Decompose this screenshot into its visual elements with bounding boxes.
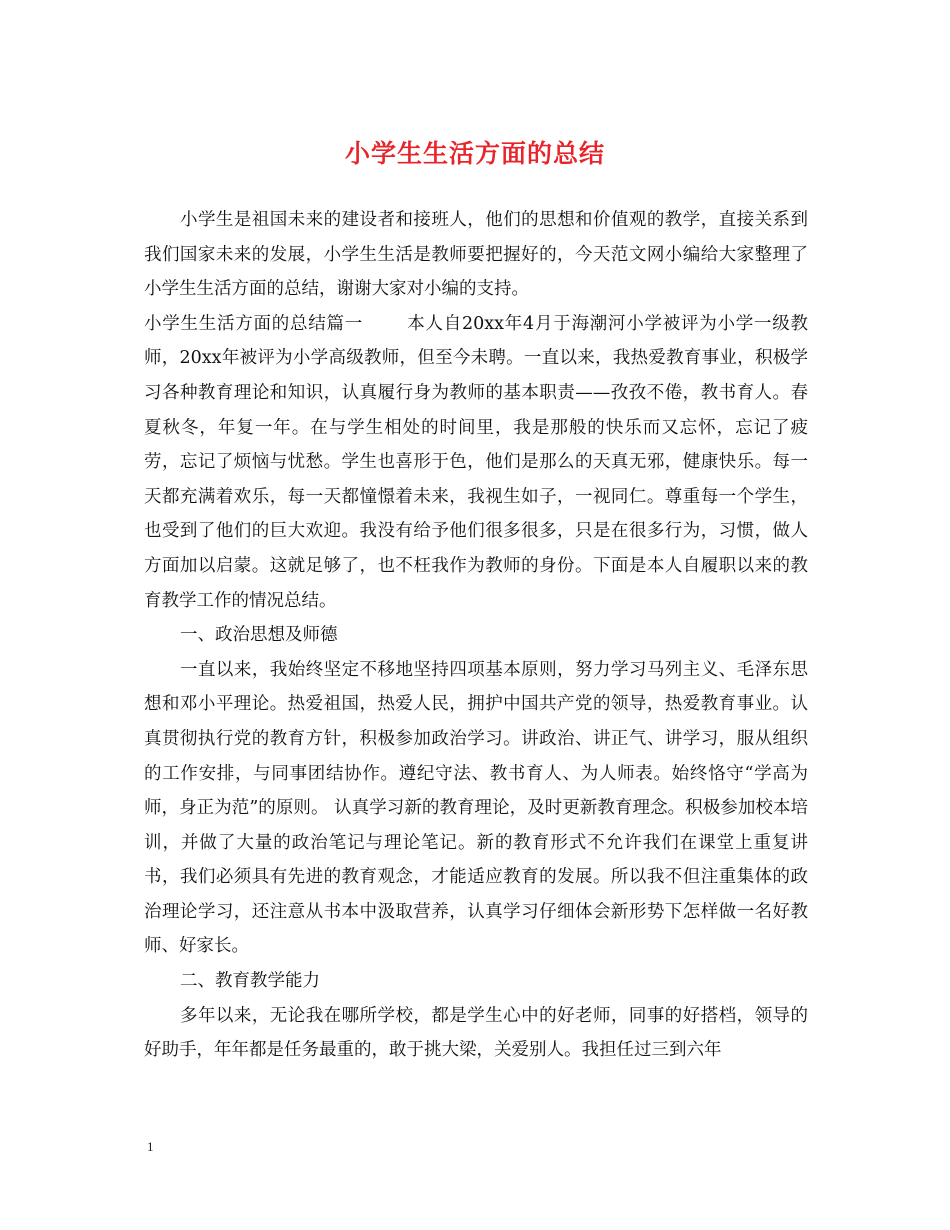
section1-heading: 一、政治思想及师德	[180, 625, 338, 646]
intro-paragraph: 小学生是祖国未来的建设者和接班人，他们的思想和价值观的教学，直接关系到我们国家未来的发展，小学生生活是教师要把握好的，今天范文网小编给大家整理了小学生生活方面的总结，谢谢大家对小编的支持。	[144, 210, 808, 300]
page-number: 1	[147, 1139, 154, 1154]
section1-paragraph: 一直以来，我始终坚定不移地坚持四项基本原则，努力学习马列主义、毛泽东思想和邓小平理论。热爱祖国，热爱人民，拥护中国共产党的领导，热爱教育事业。认真贯彻执行党的教育方针，积极参加政治学习。讲政治、讲正气、讲学习，服从组织的工作安排，与同事团结协作。遵纪守法、教书育人、为人师表。始终恪守“学高为师，身正为范”的原则。 认真学习新的教育理论，及时更新教育理念。积极参加校本培训，并做了大量的政治笔记与理论笔记。新的教育形式不允许我们在课堂上重复讲书，我们必须具有先进的教育观念，才能适应教育的发展。所以我不但注重集体的政治理论学习，还注意从书本中汲取营养，认真学习仔细体会新形势下怎样做一名好教师、好家长。	[144, 659, 808, 957]
document-title: 小学生生活方面的总结	[344, 139, 605, 168]
document-body	[144, 203, 808, 1068]
section2-heading: 二、教育教学能力	[180, 971, 320, 992]
section2-paragraph: 多年以来，无论我在哪所学校，都是学生心中的好老师，同事的好搭档，领导的好助手，年年都是任务最重的，敢于挑大梁，关爱别人。我担任过三到六年	[144, 1005, 808, 1061]
part1-text: 本人自20xx年4月于海潮河小学被评为小学一级教师，20xx年被评为小学高级教师，但至今未聘。一直以来，我热爱教育事业，积极学习各种教育理论和知识，认真履行身为教师的基本职责——孜孜不倦，教书育人。春夏秋冬，年复一年。在与学生相处的时间里，我是那般的快乐而又忘怀，忘记了疲劳，忘记了烦恼与忧愁。学生也喜形于色，他们是那么的天真无邪，健康快乐。每一天都充满着欢乐，每一天都憧憬着未来，我视生如子，一视同仁。尊重每一个学生，也受到了他们的巨大欢迎。我没有给予他们很多很多，只是在很多行为，习惯，做人方面加以启蒙。这就足够了，也不枉我作为教师的身份。下面是本人自履职以来的教育教学工作的情况总结。	[144, 313, 809, 611]
part1-heading: 小学生生活方面的总结篇一	[144, 313, 364, 334]
part1-paragraph	[144, 307, 808, 618]
